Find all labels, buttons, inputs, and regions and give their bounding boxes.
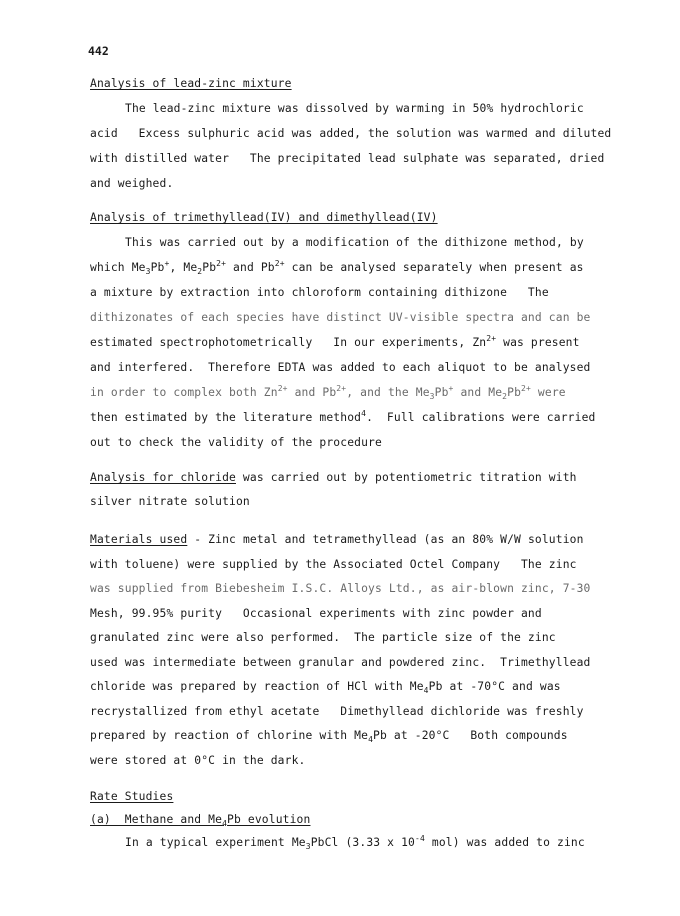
paragraph-line: chloride was prepared by reaction of HCl with $Me_4Pb$ at -70°C and was [90,680,561,695]
paragraph-line: Mesh, 99.95% purity Occasional experiments with zinc powder and [90,607,542,620]
paragraph-line: Analysis for chloride was carried out by potentiometric titration with [90,471,577,484]
paragraph-line: and interfered. Therefore EDTA was added to each aliquot to be analysed [90,361,591,374]
section-heading-chloride: Analysis for chloride [90,471,236,484]
paragraph-line: with toluene) were supplied by the Associated Octel Company The zinc [90,558,577,571]
paragraph-line: out to check the validity of the procedure [90,436,382,449]
paragraph-line: silver nitrate solution [90,495,250,508]
paragraph-line: estimated spectrophotometrically In our experiments, $Zn^{2+}$ was present [90,334,580,349]
paragraph-line: then estimated by the literature method$^4$. Full calibrations were carried [90,409,596,424]
paragraph-line: The lead-zinc mixture was dissolved by warming in 50% hydrochloric [125,102,584,115]
paragraph-line: and weighed. [90,177,174,190]
section-heading-rate-studies: Rate Studies [90,790,174,803]
paragraph-line: In a typical experiment $Me_3PbCl$ (3.33 x $10^{-4}$ mol) was added to zinc [125,834,585,851]
paragraph-line: granulated zinc were also performed. The particle size of the zinc [90,631,556,644]
paragraph-line: Materials used - Zinc metal and tetramethyllead (as an 80% W/W solution [90,533,584,546]
paragraph-line: This was carried out by a modification of the dithizone method, by [125,236,584,249]
section-heading-materials: Materials used [90,533,188,546]
page-number: 442 [88,44,109,58]
paragraph-line: were stored at 0°C in the dark. [90,754,306,767]
section-heading-lead-zinc: Analysis of lead-zinc mixture [90,77,292,90]
paragraph-line: was supplied from Biebesheim I.S.C. Alloys Ltd., as air-blown zinc, 7-30 [90,582,591,595]
section-heading-methyllead: Analysis of trimethyllead(IV) and dimethyllead(IV) [90,211,438,224]
paragraph-line: in order to complex both $Zn^{2+}$ and $Pb^{2+}$, and the $Me_3Pb^+$ and $Me_2Pb^{2+}$ were [90,384,566,401]
paragraph-line: used was intermediate between granular and powdered zinc. Trimethyllead [90,656,591,669]
paragraph-line: recrystallized from ethyl acetate Dimethyllead dichloride was freshly [90,705,584,718]
paragraph-line: dithizonates of each species have distinct UV-visible spectra and can be [90,311,591,324]
paragraph-line: acid Excess sulphuric acid was added, the solution was warmed and diluted [90,127,612,140]
paragraph-line: prepared by reaction of chlorine with $Me_4Pb$ at -20°C Both compounds [90,729,568,744]
paragraph-line: with distilled water The precipitated lead sulphate was separated, dried [90,152,605,165]
paragraph-line: a mixture by extraction into chloroform containing dithizone The [90,286,549,299]
subsection-heading-methane: (a) Methane and $Me_4Pb$ evolution [90,813,311,828]
paragraph-line: which $Me_3Pb^+$, $Me_2Pb^{2+}$ and $Pb^{2+}$ can be analysed separately when present as [90,259,584,276]
